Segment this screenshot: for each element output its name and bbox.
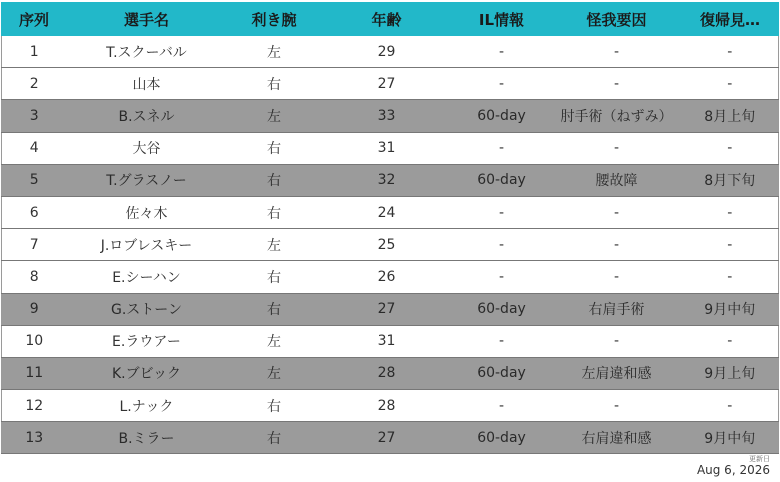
cell-return-estimate: - (682, 261, 779, 293)
cell-age: 28 (322, 357, 452, 389)
cell-age: 27 (322, 68, 452, 100)
cell-return-estimate: 9月上旬 (682, 357, 779, 389)
cell-return-estimate: - (682, 132, 779, 164)
cell-age: 24 (322, 196, 452, 228)
cell-return-estimate: 8月下旬 (682, 164, 779, 196)
cell-throwing-arm: 右 (227, 68, 322, 100)
cell-il-info: 60-day (452, 357, 552, 389)
cell-throwing-arm: 左 (227, 357, 322, 389)
cell-order: 11 (2, 357, 67, 389)
cell-il-info: - (452, 325, 552, 357)
cell-order: 13 (2, 422, 67, 454)
cell-return-estimate: - (682, 325, 779, 357)
cell-player-name: 大谷 (67, 132, 227, 164)
table-row[interactable] (2, 229, 779, 261)
cell-il-info: - (452, 196, 552, 228)
cell-injury-cause: 肘手術（ねずみ） (552, 100, 682, 132)
cell-player-name: J.ロブレスキー (67, 229, 227, 261)
cell-throwing-arm: 右 (227, 261, 322, 293)
table-row[interactable] (2, 390, 779, 422)
cell-il-info: - (452, 68, 552, 100)
cell-player-name: T.グラスノー (67, 164, 227, 196)
cell-throwing-arm: 左 (227, 36, 322, 68)
table-row[interactable] (2, 261, 779, 293)
cell-player-name: 佐々木 (67, 196, 227, 228)
table-row-injured[interactable] (2, 164, 779, 196)
cell-injury-cause: - (552, 261, 682, 293)
cell-player-name: G.ストーン (67, 293, 227, 325)
cell-player-name: B.ミラー (67, 422, 227, 454)
table-row-injured[interactable] (2, 357, 779, 389)
roster-table-container (1, 2, 778, 454)
cell-throwing-arm: 左 (227, 229, 322, 261)
header-throwing-arm[interactable]: 利き腕 (227, 3, 322, 36)
cell-il-info: - (452, 261, 552, 293)
table-row[interactable] (2, 68, 779, 100)
cell-injury-cause: 左肩違和感 (552, 357, 682, 389)
cell-injury-cause: - (552, 132, 682, 164)
cell-injury-cause: 腰故障 (552, 164, 682, 196)
table-row[interactable] (2, 132, 779, 164)
table-row[interactable] (2, 325, 779, 357)
updated-footer (697, 455, 770, 477)
header-age[interactable]: 年齢 (322, 3, 452, 36)
cell-il-info: - (452, 229, 552, 261)
cell-age: 33 (322, 100, 452, 132)
cell-throwing-arm: 右 (227, 422, 322, 454)
header-injury-cause[interactable]: 怪我要因 (552, 3, 682, 36)
cell-age: 32 (322, 164, 452, 196)
cell-age: 27 (322, 422, 452, 454)
cell-injury-cause: - (552, 36, 682, 68)
cell-return-estimate: 8月上旬 (682, 100, 779, 132)
cell-il-info: 60-day (452, 164, 552, 196)
cell-order: 2 (2, 68, 67, 100)
cell-order: 12 (2, 390, 67, 422)
cell-age: 25 (322, 229, 452, 261)
cell-order: 4 (2, 132, 67, 164)
table-row-injured[interactable] (2, 293, 779, 325)
cell-il-info: - (452, 36, 552, 68)
cell-player-name: T.スクーバル (67, 36, 227, 68)
header-order[interactable]: 序列 (2, 3, 67, 36)
cell-age: 28 (322, 390, 452, 422)
cell-throwing-arm: 左 (227, 100, 322, 132)
cell-injury-cause: - (552, 68, 682, 100)
cell-return-estimate: 9月中旬 (682, 422, 779, 454)
cell-player-name: 山本 (67, 68, 227, 100)
cell-order: 6 (2, 196, 67, 228)
cell-throwing-arm: 右 (227, 293, 322, 325)
updated-label: 更新日 (749, 455, 770, 463)
cell-order: 5 (2, 164, 67, 196)
cell-throwing-arm: 右 (227, 132, 322, 164)
cell-il-info: 60-day (452, 100, 552, 132)
cell-injury-cause: 右肩違和感 (552, 422, 682, 454)
cell-order: 7 (2, 229, 67, 261)
cell-injury-cause: 右肩手術 (552, 293, 682, 325)
cell-age: 31 (322, 132, 452, 164)
cell-throwing-arm: 右 (227, 164, 322, 196)
cell-return-estimate: 9月中旬 (682, 293, 779, 325)
roster-table (1, 2, 779, 454)
cell-return-estimate: - (682, 390, 779, 422)
cell-il-info: - (452, 390, 552, 422)
cell-return-estimate: - (682, 229, 779, 261)
cell-player-name: E.シーハン (67, 261, 227, 293)
table-body (2, 36, 779, 454)
cell-player-name: K.ブビック (67, 357, 227, 389)
cell-age: 29 (322, 36, 452, 68)
table-row-injured[interactable] (2, 100, 779, 132)
cell-return-estimate: - (682, 68, 779, 100)
cell-player-name: E.ラウアー (67, 325, 227, 357)
table-row[interactable] (2, 196, 779, 228)
cell-age: 27 (322, 293, 452, 325)
table-row-injured[interactable] (2, 422, 779, 454)
cell-throwing-arm: 左 (227, 325, 322, 357)
cell-order: 9 (2, 293, 67, 325)
cell-injury-cause: - (552, 325, 682, 357)
cell-order: 1 (2, 36, 67, 68)
cell-return-estimate: - (682, 196, 779, 228)
cell-order: 3 (2, 100, 67, 132)
cell-il-info: 60-day (452, 293, 552, 325)
cell-il-info: - (452, 132, 552, 164)
table-row[interactable] (2, 36, 779, 68)
cell-injury-cause: - (552, 229, 682, 261)
cell-order: 10 (2, 325, 67, 357)
updated-date: Aug 6, 2026 (696, 463, 770, 477)
header-return-estimate[interactable]: 復帰見… (682, 3, 779, 36)
cell-order: 8 (2, 261, 67, 293)
cell-age: 31 (322, 325, 452, 357)
cell-throwing-arm: 右 (227, 196, 322, 228)
cell-throwing-arm: 右 (227, 390, 322, 422)
cell-return-estimate: - (682, 36, 779, 68)
cell-age: 26 (322, 261, 452, 293)
header-player-name[interactable]: 選手名 (67, 3, 227, 36)
header-row (2, 3, 779, 36)
cell-player-name: L.ナック (67, 390, 227, 422)
cell-injury-cause: - (552, 390, 682, 422)
header-il-info[interactable]: IL情報 (452, 3, 552, 36)
cell-injury-cause: - (552, 196, 682, 228)
cell-il-info: 60-day (452, 422, 552, 454)
cell-player-name: B.スネル (67, 100, 227, 132)
